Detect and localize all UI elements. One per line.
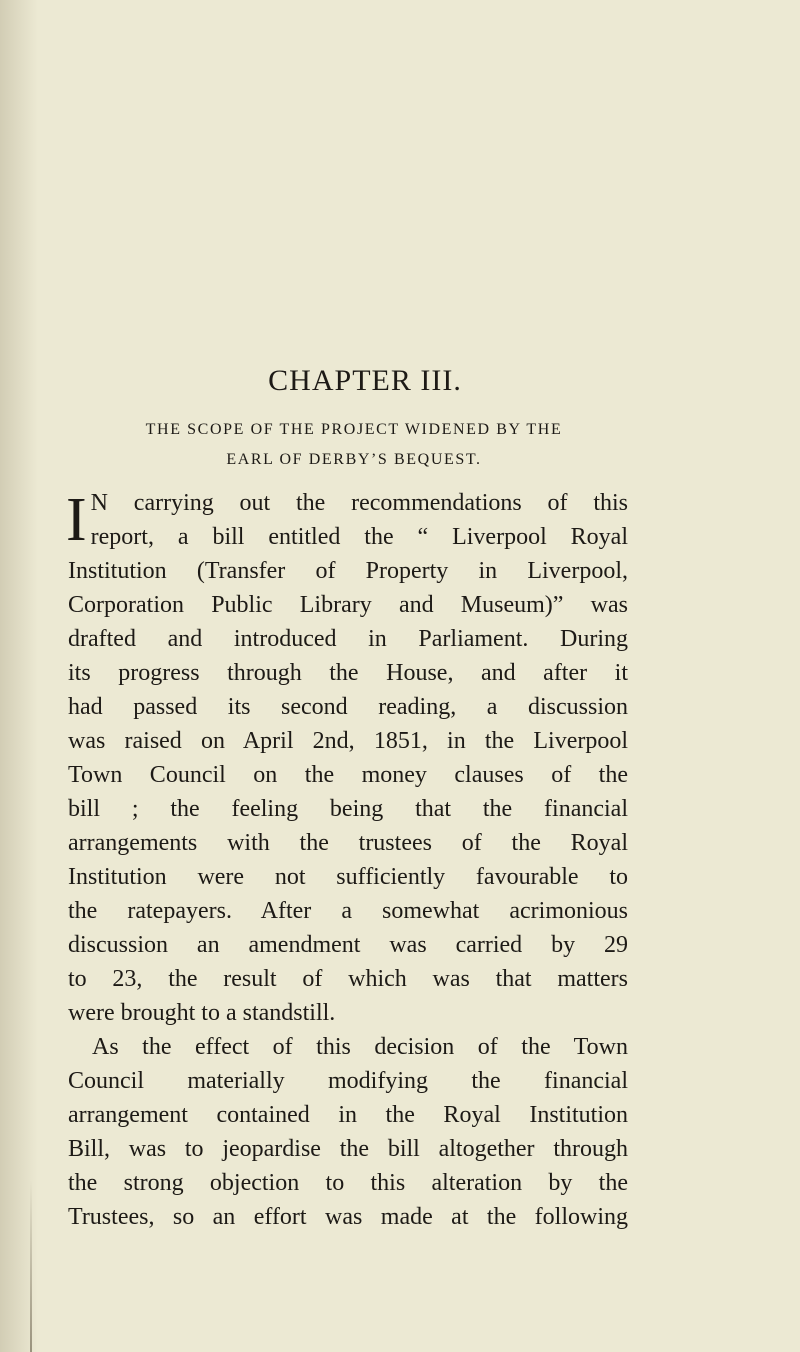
subtitle-line: EARL OF DERBY’S BEQUEST.	[226, 451, 482, 468]
subtitle-line: THE SCOPE OF THE PROJECT WIDENED BY THE	[145, 421, 563, 438]
text-line: Institution (Transfer of Property in Liverpool,	[68, 558, 628, 584]
page-gutter-line	[30, 1180, 32, 1352]
text-line: arrangements with the trustees of the Royal	[68, 830, 628, 856]
text-line: Corporation Public Library and Museum)” was	[68, 592, 628, 618]
text-line: Council materially modifying the financial	[68, 1068, 628, 1094]
text-line: report, a bill entitled the “ Liverpool Royal	[90, 524, 628, 550]
text-line: the strong objection to this alteration by the	[68, 1170, 628, 1196]
text-line: were brought to a standstill.	[68, 1000, 336, 1026]
text-line: Institution were not sufficiently favourable to	[68, 864, 628, 890]
chapter-heading: CHAPTER III.	[268, 364, 462, 397]
text-line: its progress through the House, and after it	[68, 660, 628, 686]
text-line: was raised on April 2nd, 1851, in the Liverpool	[68, 728, 628, 754]
page-binding-shadow	[0, 0, 38, 1352]
body-paragraphs	[68, 486, 628, 1234]
text-line: the ratepayers. After a somewhat acrimonious	[68, 898, 628, 924]
text-line: N carrying out the recommendations of this	[90, 490, 628, 516]
text-line: discussion an amendment was carried by 29	[68, 932, 628, 958]
text-line: Trustees, so an effort was made at the following	[68, 1204, 628, 1230]
text-line: had passed its second reading, a discussion	[68, 694, 628, 720]
drop-cap: I	[66, 486, 87, 554]
text-line: Town Council on the money clauses of the	[68, 762, 628, 788]
chapter-subtitle	[80, 415, 628, 475]
text-line: As the effect of this decision of the Town	[92, 1034, 628, 1060]
text-line: bill ; the feeling being that the financial	[68, 796, 628, 822]
text-line: to 23, the result of which was that matters	[68, 966, 628, 992]
text-line: Bill, was to jeopardise the bill altogether through	[68, 1136, 628, 1162]
text-line: arrangement contained in the Royal Institution	[68, 1102, 628, 1128]
text-line: drafted and introduced in Parliament. During	[68, 626, 628, 652]
